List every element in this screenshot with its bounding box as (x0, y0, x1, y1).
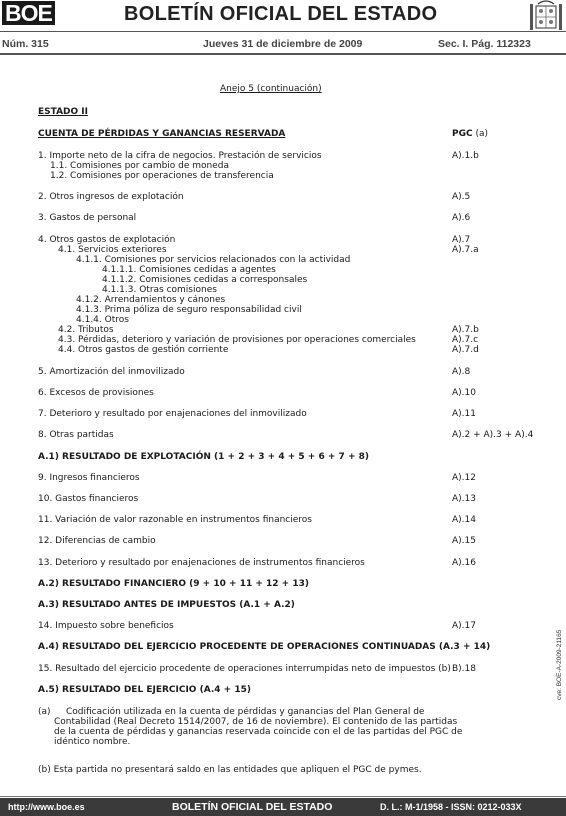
estado-heading: ESTADO II (38, 107, 88, 117)
account-line: 4.1.1.3. Otras comisiones (102, 285, 217, 295)
pgc-code: A).1.b (452, 151, 479, 161)
coat-of-arms-icon (526, 0, 566, 34)
subtotal-line: A.2) RESULTADO FINANCIERO (9 + 10 + 11 + 12 + 13) (38, 579, 309, 589)
account-line: 11. Variación de valor razonable en instrumentos financieros (38, 515, 312, 525)
account-line: 12. Diferencias de cambio (38, 536, 156, 546)
footer-divider (0, 796, 566, 797)
account-line: 15. Resultado del ejercicio procedente de operaciones interrumpidas neto de impuestos (b) (38, 664, 451, 674)
issue-number: Núm. 315 (2, 38, 49, 50)
pgc-code: A).7.c (452, 335, 479, 345)
account-line: 4.1.1.1. Comisiones cedidas a agentes (102, 265, 276, 275)
account-line: 4.3. Pérdidas, deterioro y variación de provisiones por operaciones comerciales (58, 335, 416, 345)
footnote-a-line: Contabilidad (Real Decreto 1514/2007, de 16 de noviembre). El contenido de las partidas (54, 717, 458, 727)
account-line: 2. Otros ingresos de explotación (38, 192, 184, 202)
verification-code: cve: BOE-A-2009-21165 (556, 629, 563, 700)
account-line: 1.1. Comisiones por cambio de moneda (50, 161, 230, 171)
account-line: 10. Gastos financieros (38, 494, 139, 504)
account-line: 4.1.4. Otros (76, 315, 129, 325)
annex-title: Anejo 5 (continuación) (220, 84, 322, 94)
pgc-code: A).6 (452, 213, 471, 223)
account-line: 4. Otros gastos de explotación (38, 235, 176, 245)
account-line: 1.2. Comisiones por operaciones de transferencia (50, 171, 274, 181)
account-line: 4.2. Tributos (58, 325, 114, 335)
footer-url-link[interactable]: http://www.boe.es (8, 802, 85, 812)
pgc-code: A).16 (452, 558, 476, 568)
meta-divider (0, 53, 566, 55)
account-line: 5. Amortización del inmovilizado (38, 367, 185, 377)
account-line: 13. Deterioro y resultado por enajenaciones de instrumentos financieros (38, 558, 365, 568)
pgc-code: A).14 (452, 515, 476, 525)
pgc-code: A).11 (452, 409, 476, 419)
subtotal-line: A.4) RESULTADO DEL EJERCICIO PROCEDENTE DE OPERACIONES CONTINUADAS (A.3 + 14) (38, 642, 491, 652)
account-line: 4.1.3. Prima póliza de seguro responsabilidad civil (76, 305, 302, 315)
pgc-code: A).8 (452, 367, 471, 377)
section-page: Sec. I. Pág. 112323 (438, 38, 531, 50)
gazette-title: BOLETÍN OFICIAL DEL ESTADO (124, 3, 438, 25)
subtotal-line: A.1) RESULTADO DE EXPLOTACIÓN (1 + 2 + 3 + 4 + 5 + 6 + 7 + 8) (38, 452, 369, 462)
account-line: 7. Deterioro y resultado por enajenaciones del inmovilizado (38, 409, 307, 419)
pgc-code: A).17 (452, 621, 476, 631)
account-line: 4.1.1.2. Comisiones cedidas a corresponsales (102, 275, 308, 285)
pgc-code: A).12 (452, 473, 476, 483)
pgc-code: A).10 (452, 388, 476, 398)
footnote-a-line: de la cuenta de pérdidas y ganancias reservada coincide con el de las partidas del PGC de (54, 727, 463, 737)
pgc-code: A).7.d (452, 345, 479, 355)
page-header (0, 0, 566, 34)
page-footer (0, 798, 566, 816)
subtotal-line: A.3) RESULTADO ANTES DE IMPUESTOS (A.1 + A.2) (38, 600, 295, 610)
footnote-a-line: idéntico nombre. (54, 737, 131, 747)
pgc-code: A).2 + A).3 + A).4 (452, 430, 534, 440)
table-title: CUENTA DE PÉRDIDAS Y GANANCIAS RESERVADA (38, 129, 286, 139)
subtotal-line: A.5) RESULTADO DEL EJERCICIO (A.4 + 15) (38, 685, 251, 695)
pgc-code: A).15 (452, 536, 476, 546)
boe-logo[interactable]: BOE (2, 1, 55, 25)
issue-date: Jueves 31 de diciembre de 2009 (203, 38, 363, 50)
pgc-column-header: PGC (a) (452, 129, 488, 139)
account-line: 3. Gastos de personal (38, 213, 137, 223)
account-line: 8. Otras partidas (38, 430, 114, 440)
issue-meta (0, 36, 566, 52)
footer-title: BOLETÍN OFICIAL DEL ESTADO (172, 801, 333, 813)
pgc-code: A).7.b (452, 325, 479, 335)
account-line: 4.1.1. Comisiones por servicios relacionados con la actividad (76, 255, 351, 265)
account-line: 9. Ingresos financieros (38, 473, 140, 483)
header-divider (0, 31, 566, 32)
account-line: 4.4. Otros gastos de gestión corriente (58, 345, 229, 355)
pgc-code: A).7.a (452, 245, 479, 255)
account-line: 1. Importe neto de la cifra de negocios. Prestación de servicios (38, 151, 322, 161)
account-line: 4.1. Servicios exteriores (58, 245, 167, 255)
pgc-code: A).13 (452, 494, 476, 504)
footer-legal: D. L.: M-1/1958 - ISSN: 0212-033X (380, 802, 522, 812)
account-line: 4.1.2. Arrendamientos y cánones (76, 295, 226, 305)
footnote-a-line: Codificación utilizada en la cuenta de pérdidas y ganancias del Plan General de (66, 707, 425, 717)
account-line: 14. Impuesto sobre beneficios (38, 621, 174, 631)
footnote-b: (b) Esta partida no presentará saldo en las entidades que apliquen el PGC de pymes. (38, 765, 422, 775)
footnote-a-label: (a) (38, 707, 51, 717)
pgc-code: B).18 (452, 664, 476, 674)
pgc-code: A).7 (452, 235, 471, 245)
account-line: 6. Excesos de provisiones (38, 388, 154, 398)
pgc-code: A).5 (452, 192, 471, 202)
